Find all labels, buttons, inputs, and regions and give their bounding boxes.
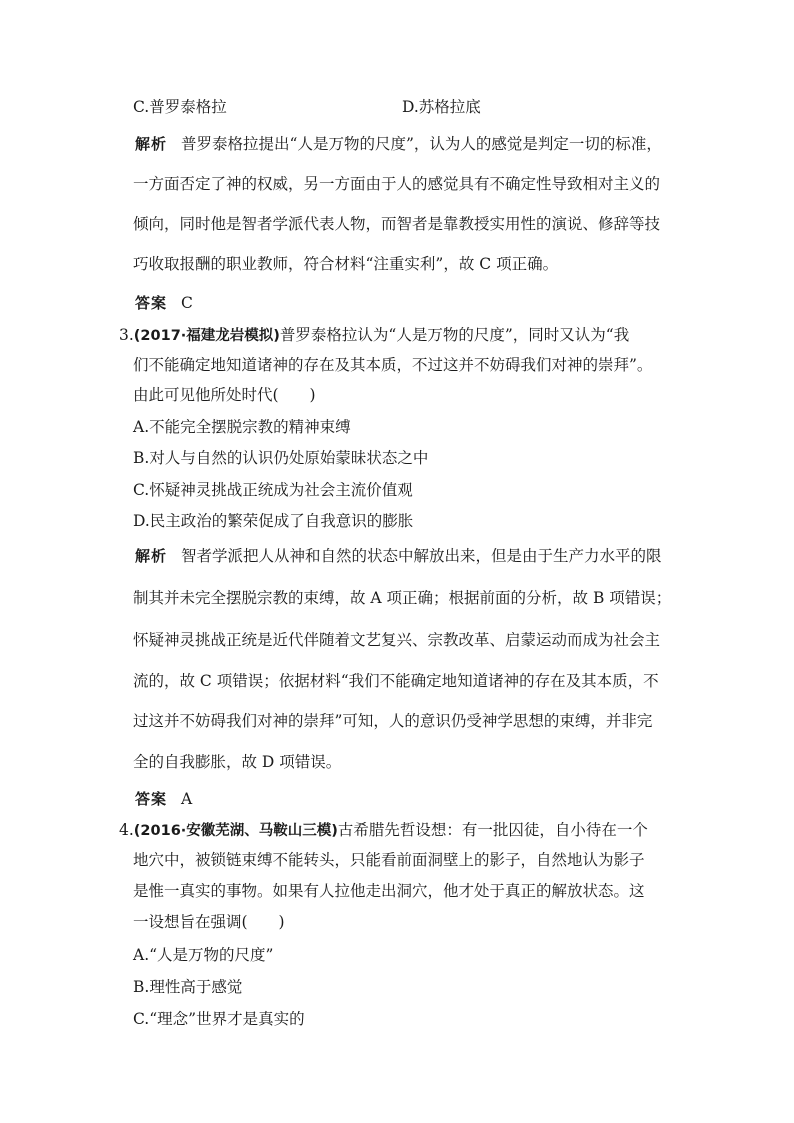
q3-answer: 答案 A xyxy=(135,790,193,808)
question-source: (2016·安徽芜湖、马鞍山三模) xyxy=(133,823,338,839)
q4-stem-line-3: 是惟一真实的事物。如果有人拉他走出洞穴，他才处于真正的解放状态。这 xyxy=(133,882,645,900)
q3-analysis-line-2: 制其并未完全摆脱宗教的束缚，故 A 项正确；根据前面的分析，故 B 项错误； xyxy=(133,589,672,607)
q4-option-c: C.“理念”世界才是真实的 xyxy=(133,1010,305,1028)
q3-stem-line-2: 们不能确定地知道诸神的存在及其本质，不过这并不妨碍我们对神的崇拜”。 xyxy=(133,356,653,374)
q2-analysis-line-4: 巧收取报酬的职业教师，符合材料“注重实利”，故 C 项正确。 xyxy=(133,255,559,273)
q2-option-d: D.苏格拉底 xyxy=(402,98,481,116)
q3-analysis-line-1: 解析 智者学派把人从神和自然的状态中解放出来，但是由于生产力水平的限 xyxy=(135,547,662,565)
q3-option-c: C.怀疑神灵挑战正统成为社会主流价值观 xyxy=(133,481,413,499)
q2-answer: 答案 C xyxy=(135,294,193,312)
q3-option-d: D.民主政治的繁荣促成了自我意识的膨胀 xyxy=(133,512,414,530)
q2-analysis-line-2: 一方面否定了神的权威，另一方面由于人的感觉具有不确定性导致相对主义的 xyxy=(133,175,661,193)
q4-option-a: A.“人是万物的尺度” xyxy=(133,946,274,964)
q4-stem-line-2: 地穴中，被锁链束缚不能转头，只能看前面洞壁上的影子，自然地认为影子 xyxy=(133,851,645,869)
q3-analysis-line-5: 过这并不妨碍我们对神的崇拜”可知，人的意识仍受神学思想的束缚，并非完 xyxy=(133,712,653,730)
q4-stem-line-4: 一设想旨在强调( ) xyxy=(133,913,285,931)
q3-stem-line-3: 由此可见他所处时代( ) xyxy=(133,386,316,404)
q2-option-c: C.普罗泰格拉 xyxy=(133,98,227,116)
question-number: 4. xyxy=(119,821,134,839)
analysis-label: 解析 xyxy=(135,547,168,565)
q2-analysis-line-1: 解析 普罗泰格拉提出“人是万物的尺度”，认为人的感觉是判定一切的标准， xyxy=(135,135,662,153)
question-number: 3. xyxy=(119,326,134,344)
q3-analysis-line-6: 全的自我膨胀，故 D 项错误。 xyxy=(133,753,342,771)
q3-stem-line-1: 3.(2017·福建龙岩模拟)普罗泰格拉认为“人是万物的尺度”，同时又认为“我 xyxy=(119,326,630,344)
q3-option-b: B.对人与自然的认识仍处原始蒙昧状态之中 xyxy=(133,449,429,467)
q2-analysis-line-3: 倾向，同时他是智者学派代表人物，而智者是靠教授实用性的演说、修辞等技 xyxy=(133,215,661,233)
answer-label: 答案 xyxy=(135,790,168,808)
q4-option-b: B.理性高于感觉 xyxy=(133,978,243,996)
question-source: (2017·福建龙岩模拟) xyxy=(133,328,280,344)
answer-label: 答案 xyxy=(135,294,168,312)
analysis-label: 解析 xyxy=(135,135,168,153)
q3-analysis-line-3: 怀疑神灵挑战正统是近代伴随着文艺复兴、宗教改革、启蒙运动而成为社会主 xyxy=(133,631,661,649)
q3-analysis-line-4: 流的，故 C 项错误；依据材料“我们不能确定地知道诸神的存在及其本质，不 xyxy=(133,672,659,690)
q3-option-a: A.不能完全摆脱宗教的精神束缚 xyxy=(133,418,351,436)
q4-stem-line-1: 4.(2016·安徽芜湖、马鞍山三模)古希腊先哲设想：有一批囚徒，自小待在一个 xyxy=(119,821,648,839)
